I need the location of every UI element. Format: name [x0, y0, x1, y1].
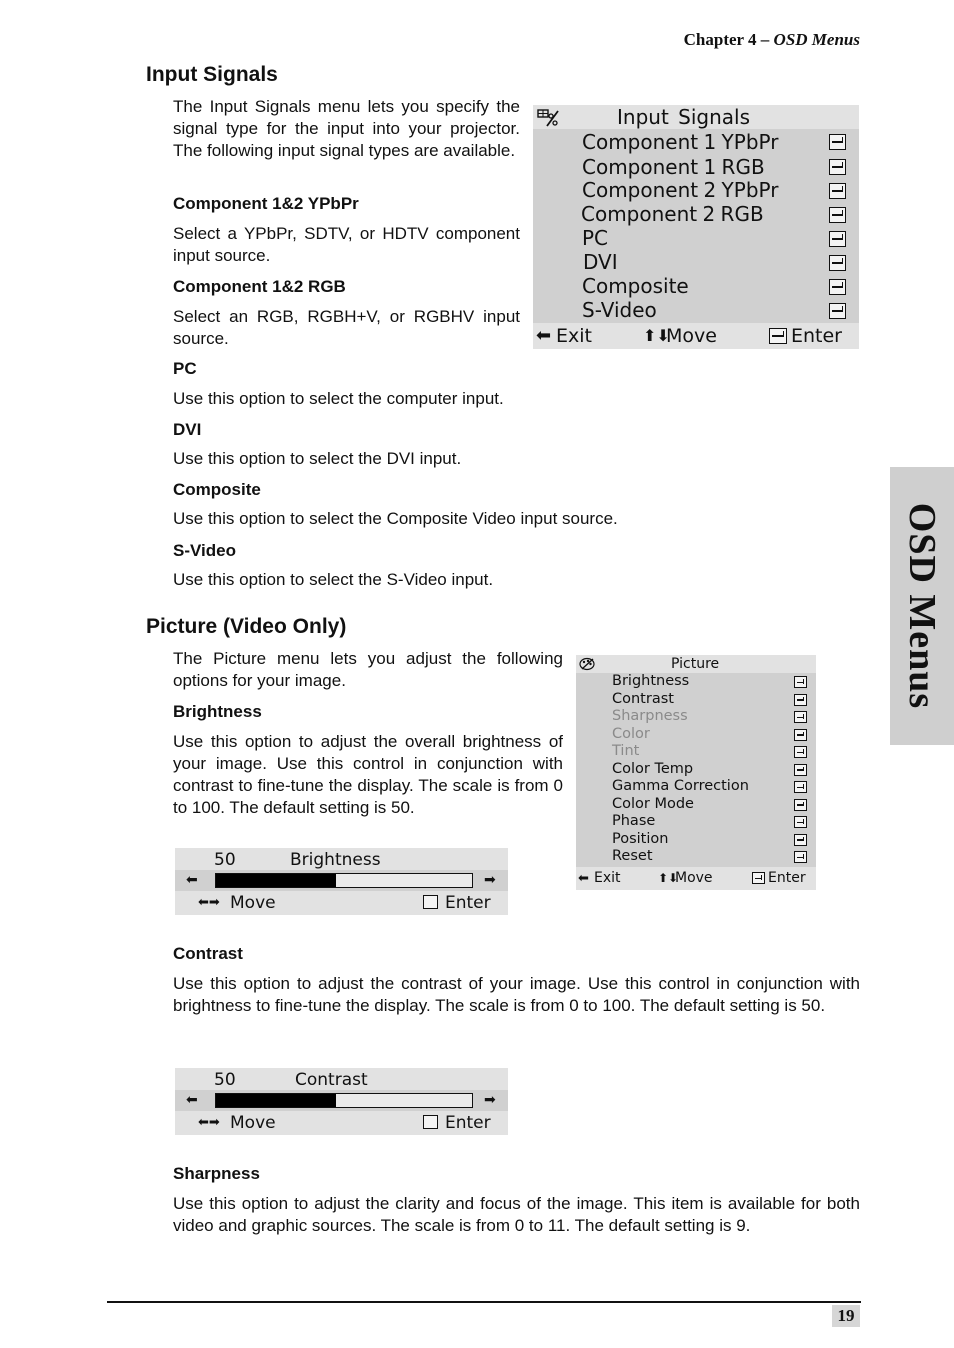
- enter-icon: [829, 279, 846, 295]
- left-arrow-icon[interactable]: ⬅: [186, 1092, 198, 1108]
- slider-value: 50: [214, 850, 236, 870]
- contrast-slider-panel: [175, 1068, 508, 1135]
- enter-label: Enter: [768, 870, 806, 886]
- left-arrow-icon[interactable]: ⬅: [186, 872, 198, 888]
- contrast-slider-track[interactable]: [215, 1093, 473, 1108]
- move-label: Move: [666, 325, 717, 347]
- enter-icon: [794, 711, 807, 723]
- left-right-arrows-icon: ⬅➡: [198, 1115, 220, 1130]
- menu-item-component-1-ypbpr[interactable]: Component 1 YPbPr: [582, 130, 779, 154]
- enter-label: Enter: [445, 1113, 491, 1133]
- slider-fill: [216, 1094, 336, 1107]
- header-chapter: Chapter 4 –: [683, 30, 770, 49]
- item-text: Use this option to select the S-Video input.: [173, 570, 494, 589]
- enter-icon: [829, 231, 846, 247]
- menu-item-tint: Tint: [612, 743, 640, 759]
- contrast-text: Use this option to adjust the contrast of your image. Use this control in conjunction with brightness to fine-tune the display. The scale is from 0 to 100. The default setting is 50.: [173, 974, 860, 1015]
- menu-item-color-temp[interactable]: Color Temp: [612, 760, 694, 777]
- input-signals-heading: Input Signals: [146, 63, 278, 86]
- menu-item-component-2-ypbpr[interactable]: Component 2 YPbPr: [582, 178, 779, 202]
- enter-icon: [423, 895, 438, 909]
- menu-item-s-video[interactable]: S-Video: [582, 298, 657, 322]
- menu-item-color-mode[interactable]: Color Mode: [612, 795, 694, 812]
- move-label: Move: [230, 1113, 276, 1133]
- enter-icon: [829, 134, 846, 150]
- enter-icon: [794, 676, 807, 688]
- brightness-slider-track[interactable]: [215, 873, 473, 888]
- enter-icon: [829, 303, 846, 319]
- enter-icon: [829, 255, 846, 271]
- enter-icon: [794, 764, 807, 776]
- slider-label: Brightness: [290, 850, 381, 870]
- item-title: DVI: [173, 420, 202, 439]
- osd-title: Input Signals: [617, 105, 750, 129]
- osd-title-bar: [576, 655, 816, 673]
- up-down-arrows-icon: ⬆⬇: [643, 326, 670, 345]
- chapter-side-tab: [890, 467, 954, 745]
- contrast-title: Contrast: [173, 944, 243, 963]
- menu-item-gamma-correction[interactable]: Gamma Correction: [612, 778, 749, 794]
- enter-icon: [752, 872, 765, 884]
- slider-value: 50: [214, 1070, 236, 1090]
- menu-item-color: Color: [612, 725, 650, 742]
- footer-rule: [107, 1301, 861, 1303]
- picture-heading: Picture (Video Only): [146, 615, 347, 638]
- enter-icon: [794, 781, 807, 793]
- slider-label: Contrast: [295, 1070, 368, 1090]
- input-signals-intro: The Input Signals menu lets you specify the signal type for the input into your projector. The following input signal types are available.: [173, 97, 520, 160]
- enter-icon: [794, 746, 807, 758]
- menu-item-position[interactable]: Position: [612, 830, 669, 847]
- brightness-title: Brightness: [173, 702, 262, 721]
- header-section: OSD Menus: [773, 30, 860, 49]
- osd-footer: [576, 867, 816, 890]
- enter-icon: [794, 851, 807, 863]
- exit-label: Exit: [556, 325, 592, 347]
- enter-label: Enter: [791, 325, 842, 347]
- enter-icon: [794, 729, 807, 741]
- slider-header: [175, 1068, 508, 1090]
- right-arrow-icon[interactable]: ➡: [484, 872, 496, 888]
- osd-footer: [533, 323, 859, 349]
- slider-header: [175, 848, 508, 870]
- picture-intro: The Picture menu lets you adjust the following options for your image.: [173, 649, 563, 690]
- menu-item-dvi[interactable]: DVI: [583, 250, 618, 274]
- running-header: [684, 30, 860, 50]
- menu-item-sharpness: Sharpness: [612, 708, 688, 724]
- picture-osd-menu: [576, 655, 816, 890]
- left-arrow-icon: ⬅: [536, 325, 552, 346]
- brightness-slider-panel: [175, 848, 508, 915]
- right-arrow-icon[interactable]: ➡: [484, 1092, 496, 1108]
- sharpness-text: Use this option to adjust the clarity and focus of the image. This item is available for both video and graphic sources. The scale is from 0 to 11. The default setting is 9.: [173, 1194, 860, 1235]
- item-text: Use this option to select the DVI input.: [173, 449, 462, 468]
- menu-item-contrast[interactable]: Contrast: [612, 690, 674, 707]
- enter-icon: [769, 328, 787, 344]
- slider-footer: [175, 891, 508, 915]
- input-signals-osd-menu: [533, 105, 859, 349]
- item-title: PC: [173, 359, 197, 378]
- brightness-text: Use this option to adjust the overall brightness of your image. Use this control in conjunction with contrast to fine-tune the display. The scale is from 0 to 100. The default setting is 50.: [173, 732, 563, 817]
- menu-item-component-2-rgb[interactable]: Component 2 RGB: [581, 202, 764, 226]
- left-arrow-icon: ⬅: [578, 871, 589, 886]
- menu-item-reset[interactable]: Reset: [612, 848, 653, 864]
- osd-title: Picture: [671, 656, 720, 672]
- item-text: Use this option to select the Composite Video input source.: [173, 509, 618, 528]
- enter-icon: [794, 799, 807, 811]
- up-down-arrows-icon: ⬆⬇: [658, 871, 679, 885]
- item-title: S-Video: [173, 541, 236, 560]
- menu-item-phase[interactable]: Phase: [612, 813, 656, 829]
- input-signals-icon: [537, 108, 559, 128]
- enter-icon: [829, 183, 846, 199]
- slider-footer: [175, 1111, 508, 1135]
- menu-item-pc[interactable]: PC: [582, 226, 609, 250]
- page-number: 19: [832, 1305, 860, 1327]
- menu-item-composite[interactable]: Composite: [582, 274, 689, 298]
- enter-label: Enter: [445, 893, 491, 913]
- item-title: Component 1&2 RGB: [173, 277, 346, 296]
- picture-palette-icon: [579, 657, 595, 671]
- enter-icon: [829, 207, 846, 223]
- menu-item-component-1-rgb[interactable]: Component 1 RGB: [582, 155, 765, 179]
- osd-title-bar: [533, 105, 859, 129]
- enter-icon: [794, 816, 807, 828]
- move-label: Move: [230, 893, 276, 913]
- item-title: Composite: [173, 480, 261, 499]
- item-text: Select an RGB, RGBH+V, or RGBHV input source.: [173, 307, 520, 348]
- side-tab-label: OSD Menus: [901, 502, 943, 710]
- enter-icon: [829, 159, 846, 175]
- enter-icon: [794, 694, 807, 706]
- menu-item-brightness[interactable]: Brightness: [612, 673, 690, 689]
- slider-fill: [216, 874, 336, 887]
- item-text: Select a YPbPr, SDTV, or HDTV component input source.: [173, 224, 520, 265]
- item-title: Component 1&2 YPbPr: [173, 194, 359, 213]
- sharpness-title: Sharpness: [173, 1164, 260, 1183]
- enter-icon: [794, 834, 807, 846]
- item-text: Use this option to select the computer input.: [173, 389, 504, 408]
- exit-label: Exit: [594, 870, 621, 886]
- left-right-arrows-icon: ⬅➡: [198, 895, 220, 910]
- enter-icon: [423, 1115, 438, 1129]
- move-label: Move: [675, 870, 713, 886]
